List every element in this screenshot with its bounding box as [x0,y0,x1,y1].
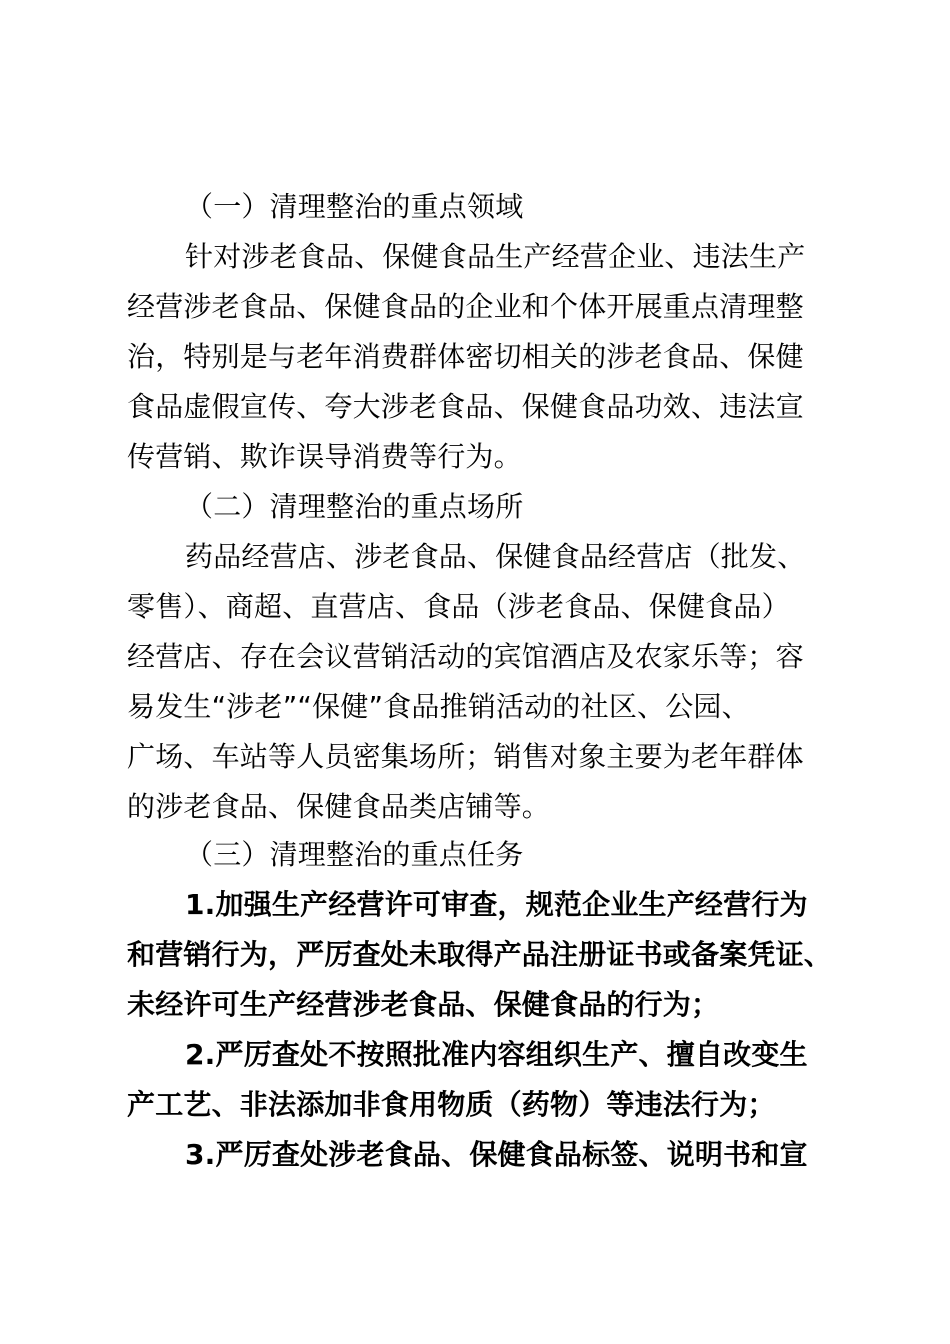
paragraph-line: 经营涉老食品、保健食品的企业和个体开展重点清理整 [127,290,804,323]
paragraph-line: 广场、车站等人员密集场所；销售对象主要为老年群体 [127,740,804,773]
task-item-line: 1.加强生产经营许可审查，规范企业生产经营行为 [185,888,808,921]
paragraph-line: 食品虚假宣传、夸大涉老食品、保健食品功效、违法宣 [127,390,804,423]
paragraph-line: 治，特别是与老年消费群体密切相关的涉老食品、保健 [127,340,804,373]
paragraph-line: 药品经营店、涉老食品、保健食品经营店（批发、 [185,540,806,573]
section-heading-3: （三）清理整治的重点任务 [185,838,524,871]
section-heading-2: （二）清理整治的重点场所 [185,490,524,523]
paragraph-line: 针对涉老食品、保健食品生产经营企业、违法生产 [185,240,806,273]
paragraph-line: 的涉老食品、保健食品类店铺等。 [127,790,551,823]
task-item-line: 2.严厉查处不按照批准内容组织生产、擅自改变生 [185,1038,808,1071]
task-item-line: 和营销行为，严厉查处未取得产品注册证书或备案凭证、 [127,938,833,971]
section-heading-1: （一）清理整治的重点领域 [185,190,524,223]
task-item-line: 3.严厉查处涉老食品、保健食品标签、说明书和宣 [185,1138,808,1171]
paragraph-line: 传营销、欺诈误导消费等行为。 [127,440,522,473]
task-item-line: 未经许可生产经营涉老食品、保健食品的行为； [127,988,720,1021]
paragraph-line: 经营店、存在会议营销活动的宾馆酒店及农家乐等；容 [127,640,804,673]
paragraph-line: 零售）、商超、直营店、食品（涉老食品、保健食品） [127,590,790,623]
task-item-line: 产工艺、非法添加非食用物质（药物）等违法行为； [127,1088,776,1121]
paragraph-line: 易发生“涉老”“保健”食品推销活动的社区、公园、 [127,690,750,723]
